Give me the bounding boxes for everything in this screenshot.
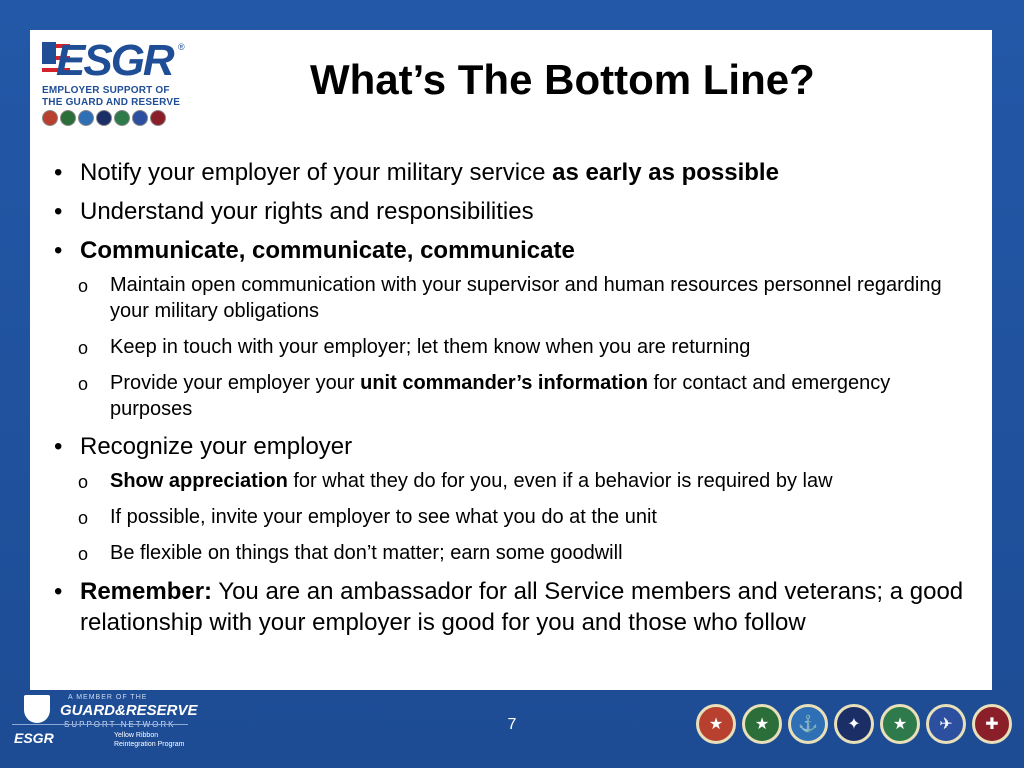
bullet-dot-icon: • <box>54 198 63 225</box>
bullet-list <box>54 158 974 647</box>
guard-reserve-network-logo <box>8 690 198 762</box>
bullet-bold-text: Remember: <box>80 578 213 605</box>
sub-bullet-circle-icon: o <box>78 374 89 394</box>
bullet-dot-icon: • <box>54 159 63 186</box>
registered-mark: ® <box>178 42 185 52</box>
bullet-text: Understand your rights and responsibilities <box>80 198 534 225</box>
seal-icon <box>96 110 112 126</box>
service-seals <box>696 704 1012 744</box>
sub-bullet-be-flexible <box>54 540 974 566</box>
army-reserve-seal-icon: ★ <box>742 704 782 744</box>
sub-bullet-text: If possible, invite your employer to see what you do at the unit <box>110 506 657 528</box>
slide-canvas <box>30 30 992 690</box>
sub-bullet-circle-icon: o <box>78 276 89 296</box>
logo-seals <box>42 110 166 126</box>
army-national-guard-seal-icon: ★ <box>696 704 736 744</box>
sub-bullet-bold-text: Show appreciation <box>110 470 288 492</box>
yellow-ribbon-line-2: Reintegration Program <box>114 741 185 748</box>
sub-bullet-invite-employer <box>54 504 974 530</box>
bullet-understand <box>54 197 974 227</box>
esgr-logo-letters: ESGR <box>56 36 173 85</box>
sub-bullet-circle-icon: o <box>78 472 89 492</box>
bullet-dot-icon: • <box>54 578 63 605</box>
seal-icon <box>60 110 76 126</box>
seal-icon <box>150 110 166 126</box>
seal-icon <box>42 110 58 126</box>
footer-divider <box>12 724 188 725</box>
air-national-guard-seal-icon: ★ <box>880 704 920 744</box>
member-text: A MEMBER OF THE <box>68 694 148 701</box>
sub-bullet-text: for contact and emergency purposes <box>110 372 891 420</box>
bullet-dot-icon: • <box>54 433 63 460</box>
bullet-communicate <box>54 236 974 266</box>
bullet-dot-icon: • <box>54 237 63 264</box>
sub-bullet-text: Provide your employer your <box>110 372 361 394</box>
esgr-logo <box>42 36 185 124</box>
sub-bullet-keep-in-touch <box>54 334 974 360</box>
bullet-notify <box>54 158 974 188</box>
sub-bullet-commander-info <box>54 370 974 422</box>
sub-bullet-text: Keep in touch with your employer; let them know when you are returning <box>110 336 751 358</box>
shield-icon <box>24 695 50 723</box>
seal-icon <box>114 110 130 126</box>
sub-bullet-open-communication <box>54 272 974 324</box>
bullet-recognize <box>54 432 974 462</box>
sub-bullet-circle-icon: o <box>78 508 89 528</box>
marine-corps-reserve-seal-icon: ✦ <box>834 704 874 744</box>
air-force-reserve-seal-icon: ✈ <box>926 704 966 744</box>
sub-bullet-bold-text: unit commander’s information <box>360 372 648 394</box>
seal-icon <box>132 110 148 126</box>
bullet-remember <box>54 576 974 638</box>
slide-title: What’s The Bottom Line? <box>310 56 815 103</box>
network-name: GUARD&RESERVE <box>60 702 198 719</box>
seal-icon <box>78 110 94 126</box>
sub-bullet-text: Maintain open communication with your supervisor and human resources personnel regarding your military obligations <box>110 274 942 322</box>
bullet-text: Notify your employer of your military service <box>80 159 553 186</box>
bullet-bold-text: as early as possible <box>552 159 779 186</box>
sub-bullet-circle-icon: o <box>78 338 89 358</box>
yellow-ribbon-line-1: Yellow Ribbon <box>114 732 159 739</box>
logo-line-1: EMPLOYER SUPPORT OF <box>42 85 170 96</box>
flag-stars-icon <box>42 42 56 64</box>
navy-reserve-seal-icon: ⚓ <box>788 704 828 744</box>
logo-line-2: THE GUARD AND RESERVE <box>42 97 181 108</box>
coast-guard-reserve-seal-icon: ✚ <box>972 704 1012 744</box>
sub-bullet-text: for what they do for you, even if a behavior is required by law <box>287 470 833 492</box>
sub-bullet-text: Be flexible on things that don’t matter; earn some goodwill <box>110 542 623 564</box>
sub-bullet-circle-icon: o <box>78 544 89 564</box>
page-number: 7 <box>507 716 517 733</box>
bullet-bold-text: Communicate, communicate, communicate <box>80 237 575 264</box>
bullet-text: You are an ambassador for all Service members and veterans; a good relationship with your employer is good for you and those who follow <box>80 578 964 636</box>
bullet-text: Recognize your employer <box>80 433 353 460</box>
esgr-mini-logo: ESGR <box>14 730 54 746</box>
sub-bullet-show-appreciation <box>54 468 974 494</box>
